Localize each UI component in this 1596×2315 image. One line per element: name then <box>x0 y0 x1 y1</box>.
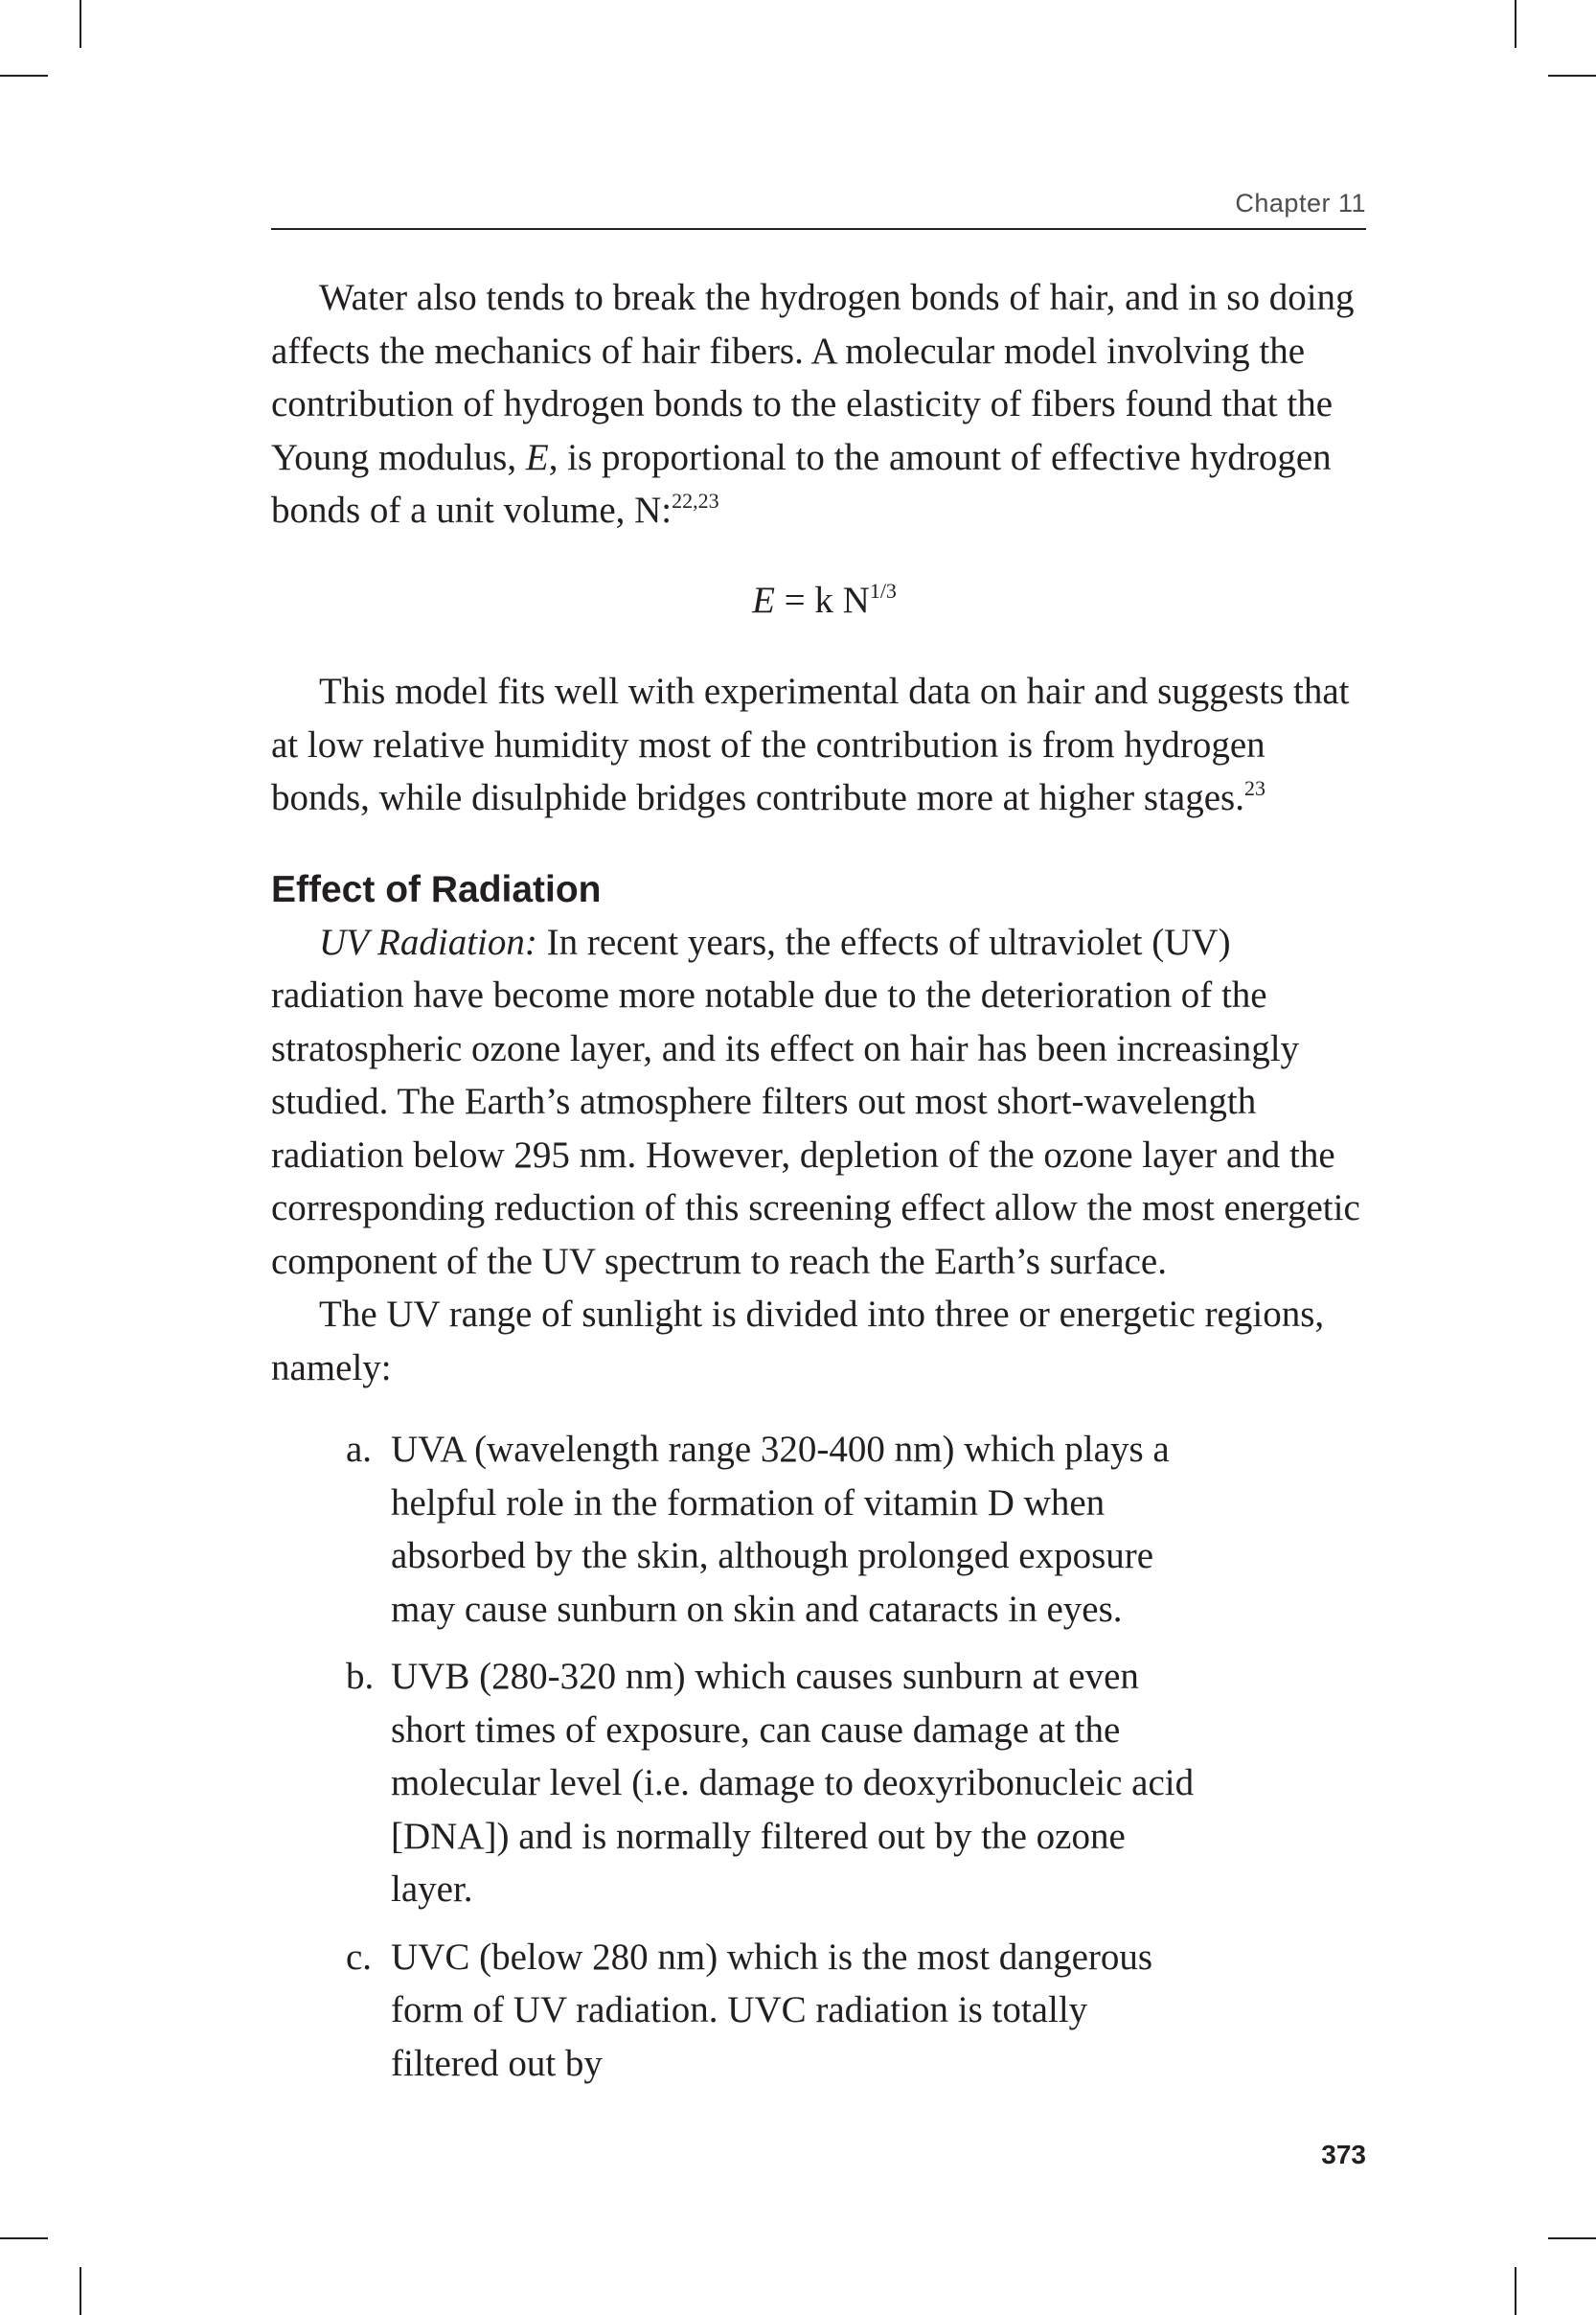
crop-mark <box>1548 75 1596 77</box>
citation: 23 <box>1243 776 1265 800</box>
paragraph: This model fits well with experimental data on hair and suggests that at low relative humidity most of the contribution is from hydrogen bonds, while disulphide bridges contribute more at higher stages.$^{23}$ <box>271 671 1350 818</box>
crop-mark <box>0 75 48 77</box>
paragraph: Water also tends to break the hydrogen bonds of hair, and in so doing affects the mechanics of hair fibers. A molecular model involving the contribution of hydrogen bonds to the elasticity of fibers found that the Young modulus, E, is proportional to the amount of effective hydrogen bonds of a unit volume, N:$^{22,23}$ <box>271 277 1355 531</box>
list-marker: b. <box>346 1656 375 1697</box>
crop-mark <box>1515 0 1516 48</box>
list-item: a. UVA (wavelength range 320-400 nm) which plays a helpful role in the formation of vitamin D when absorbed by the skin, although prolonged exposure may cause sunburn on skin and cataracts in eyes. <box>271 1423 1196 1636</box>
list-item: b. UVB (280-320 nm) which causes sunburn at even short times of exposure, can cause damage at the molecular level (i.e. damage to deoxyribonucleic acid [DNA]) and is normally filtered out by the ozone layer. <box>271 1650 1196 1916</box>
paragraph: UV Radiation: In recent years, the effects of ultraviolet (UV) radiation have become more notable due to the deterioration of the stratospheric ozone layer, and its effect on hair has been increasingly studied. The Earth’s atmosphere filters out most short-wavelength radiation below 295 nm. However, depletion of the ozone layer and the corresponding reduction of this screening effect allow the most energetic component of the UV spectrum to reach the Earth’s surface. <box>271 921 1360 1282</box>
running-header: Chapter 11 <box>1235 189 1366 218</box>
section-heading: Effect of Radiation <box>271 868 602 910</box>
list-item: c. UVC (below 280 nm) which is the most dangerous form of UV radiation. UVC radiation is totally filtered out by <box>271 1931 1196 2091</box>
crop-mark <box>1548 2237 1596 2239</box>
crop-mark <box>80 2267 81 2315</box>
list-marker: c. <box>346 1936 373 1978</box>
citation: 22,23 <box>672 489 719 513</box>
run-in-label: UV Radiation: <box>319 921 537 963</box>
header-rule <box>271 228 1366 230</box>
crop-mark <box>80 0 81 48</box>
page-body <box>271 271 1366 2104</box>
uv-range-list <box>271 1423 1366 2090</box>
list-marker: a. <box>346 1429 373 1470</box>
paragraph: The UV range of sunlight is divided into three or energetic regions, namely: <box>271 1294 1325 1388</box>
page-number: 373 <box>1321 2140 1366 2169</box>
crop-mark <box>0 2237 48 2239</box>
crop-mark <box>1515 2267 1516 2315</box>
equation: E = k $N^{1/3}$ <box>752 578 897 621</box>
